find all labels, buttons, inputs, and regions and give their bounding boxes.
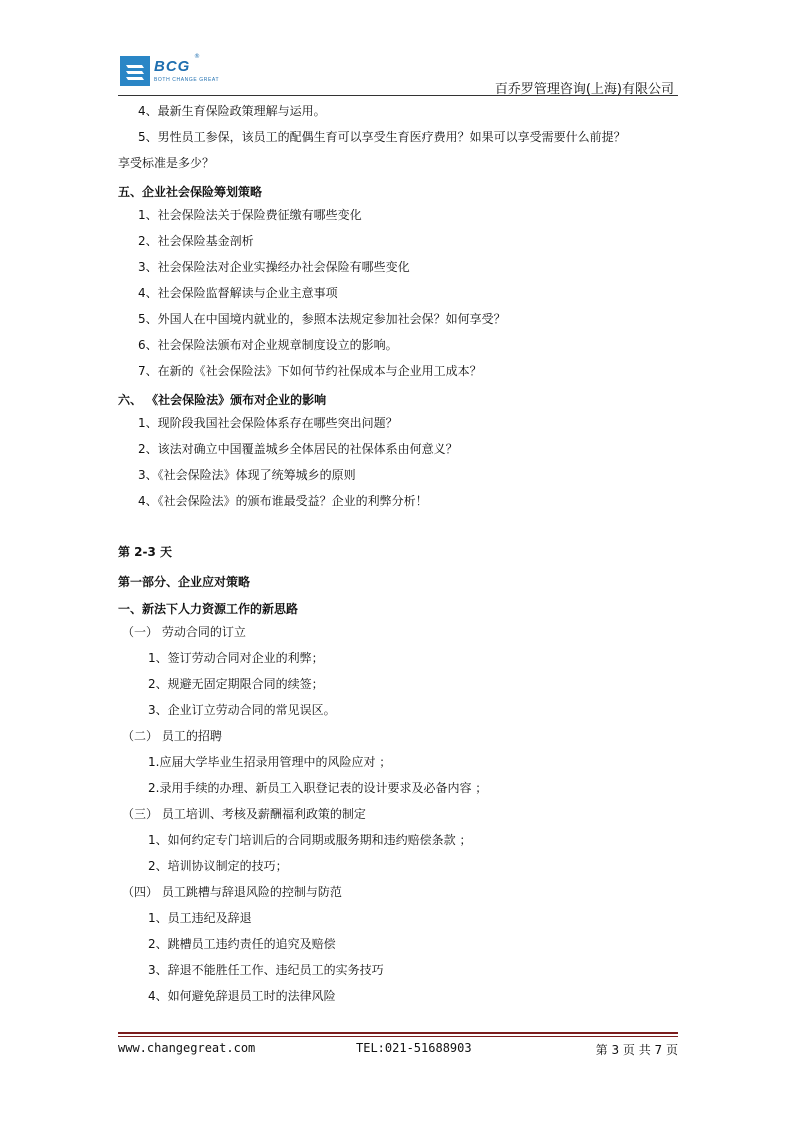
body-line: 2、该法对确立中国覆盖城乡全体居民的社保体系由何意义？: [138, 442, 458, 456]
day-heading: 第 2-3 天: [118, 545, 173, 559]
body-line: 4、社会保险监督解读与企业主意事项: [138, 286, 338, 300]
section-heading: 一、新法下人力资源工作的新思路: [118, 602, 299, 616]
body-line: 2、规避无固定期限合同的续签；: [148, 677, 324, 691]
subsection-heading: （一） 劳动合同的订立: [122, 625, 246, 639]
body-line: 4、最新生育保险政策理解与运用。: [138, 104, 326, 118]
subsection-heading: （二） 员工的招聘: [122, 729, 222, 743]
body-line: 4、《社会保险法》的颁布谁最受益？企业的利弊分析！: [138, 494, 428, 508]
footer-divider-thin: [118, 1036, 678, 1037]
body-line: 4、如何避免辞退员工时的法律风险: [148, 989, 336, 1003]
company-name: 百乔罗管理咨询(上海)有限公司: [494, 82, 674, 97]
page-header: [118, 48, 678, 98]
section-heading: 五、企业社会保险筹划策略: [118, 185, 263, 199]
subsection-heading: （三） 员工培训、考核及薪酬福利政策的制定: [122, 807, 366, 821]
bcg-logo-icon: [120, 56, 150, 86]
body-line: 1.应届大学毕业生招录用管理中的风险应对 ；: [148, 755, 392, 769]
body-line: 3、辞退不能胜任工作、违纪员工的实务技巧: [148, 963, 384, 977]
body-line: 5、男性员工参保，该员工的配偶生育可以享受生育医疗费用？如果可以享受需要什么前提？: [138, 130, 626, 144]
body-line: 2.录用手续的办理、新员工入职登记表的设计要求及必备内容 ；: [148, 781, 488, 795]
body-line: 1、如何约定专门培训后的合同期或服务期和违约赔偿条款 ；: [148, 833, 472, 847]
body-line: 3、《社会保险法》体现了统筹城乡的原则: [138, 468, 356, 482]
body-line: 1、现阶段我国社会保险体系存在哪些突出问题？: [138, 416, 398, 430]
body-line: 3、企业订立劳动合同的常见误区。: [148, 703, 336, 717]
body-line: 2、社会保险基金剖析: [138, 234, 254, 248]
header-divider: [118, 95, 678, 96]
body-line: 5、外国人在中国境内就业的，参照本法规定参加社会保？如何享受？: [138, 312, 506, 326]
body-line: 3、社会保险法对企业实操经办社会保险有哪些变化: [138, 260, 410, 274]
page-number: 第 3 页 共 7 页: [595, 1043, 678, 1057]
body-line: 1、社会保险法关于保险费征缴有哪些变化: [138, 208, 362, 222]
body-line: 1、员工违纪及辞退: [148, 911, 252, 925]
part-heading: 第一部分、企业应对策略: [118, 575, 251, 589]
footer-website-link[interactable]: www.changegreat.com: [118, 1041, 256, 1055]
footer-divider-thick: [118, 1032, 678, 1034]
logo-wordmark: BCG: [154, 58, 191, 75]
subsection-heading: （四） 员工跳槽与辞退风险的控制与防范: [122, 885, 342, 899]
body-line: 享受标准是多少？: [118, 156, 215, 170]
body-line: 2、跳槽员工违约责任的追究及赔偿: [148, 937, 336, 951]
body-line: 2、培训协议制定的技巧；: [148, 859, 288, 873]
body-line: 1、签订劳动合同对企业的利弊；: [148, 651, 324, 665]
footer-phone: TEL:021-51688903: [356, 1041, 472, 1055]
logo-registered-mark: ®: [194, 53, 200, 60]
logo-tagline: BOTH CHANGE GREAT: [154, 77, 220, 83]
section-heading: 六、 《社会保险法》颁布对企业的影响: [118, 393, 327, 407]
body-line: 6、社会保险法颁布对企业规章制度设立的影响。: [138, 338, 398, 352]
body-line: 7、在新的《社会保险法》下如何节约社保成本与企业用工成本？: [138, 364, 482, 378]
